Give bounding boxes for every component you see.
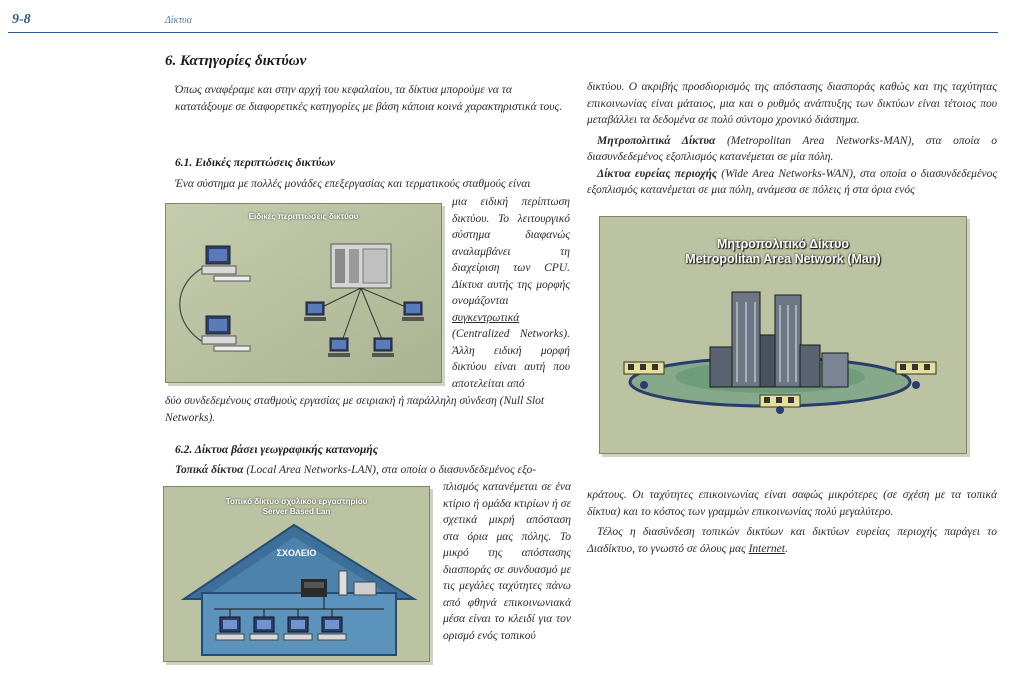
figure-special-networks	[165, 203, 442, 383]
right-paragraph-1: δικτύου. Ο ακριβής προσδιορισμός της απόστασης διασποράς καθώς και της ταχύτητας επικοινωνίας είναι μάταιος, μια και ο ρυθμός ανάπτυξης των δικτύων είναι τέτοιος που μεταβάλλει τα δεδομένα σε πολύ σύντομο χρονικό διάστημα.	[587, 81, 997, 126]
term-centralized: συγκεντρωτικά	[452, 311, 520, 324]
man-title-line2: Metropolitan Area Network (Man)	[685, 252, 881, 266]
special-networks-illustration	[166, 204, 441, 382]
lan-line1-text: (Local Area Networks-LAN), στα οποία ο διασυνδεδεμένος εξο-	[246, 464, 537, 476]
term-centralized-en: (Centralized Networks).	[452, 328, 570, 340]
running-section-title: Δίκτυα	[165, 15, 192, 26]
figure-special-networks-title: Ειδικές περιπτώσεις δικτύου	[248, 212, 359, 221]
right-last-paragraph	[587, 524, 997, 557]
man-title-line1: Μητροπολιτικό Δίκτυο	[716, 237, 850, 251]
s61-tail	[165, 393, 571, 426]
right-last-text: Τέλος η διασύνδεση τοπικών δικτύων και δικτύων ευρείας περιοχής παράγει το Διαδίκτυο, το γνωστό σε όλους μας	[587, 526, 997, 555]
school-lan-title-line1: Τοπικό δίκτυο σχολικού εργαστηρίου	[225, 497, 368, 506]
s61-side-a: μια ειδική περίπτωση δικτύου. Το λειτουργικό σύστημα διαφανώς αναλαμβάνει τη διαχείριση των CPU. Δίκτυα αυτής της μορφής ονομάζονται	[452, 196, 570, 307]
right-bottom-text	[587, 487, 997, 557]
final-period: .	[784, 542, 788, 555]
section-6-1-heading: 6.1. Ειδικές περιπτώσεις δικτύων	[175, 157, 335, 169]
s61-line1	[175, 176, 571, 193]
s61-tail-text: δύο συνδεδεμένους σταθμούς εργασίας με σειριακή ή παράλληλη σύνδεση (Null Slot Networks).	[165, 395, 545, 424]
figure-man-title	[600, 237, 966, 267]
term-wan: Δίκτυα ευρείας περιοχής	[597, 167, 718, 180]
figure-man	[599, 216, 967, 454]
school-label: ΣΧΟΛΕΙΟ	[276, 548, 317, 558]
term-man: Μητροπολιτικά Δίκτυα	[597, 134, 716, 147]
wan-text: (Wide Area Networks-WAN), στα οποία ο διασυνδεδεμένος εξοπλισμός κατανέμεται σε μια πόλη, ανάμεσα σε πόλεις ή στα όρια ενός	[587, 167, 997, 196]
wan-paragraph	[587, 166, 997, 199]
lan-side-text	[443, 479, 571, 644]
man-text: (Metropolitan Area Networks-MAN), στα οποία ο διασυνδεδεμένος εξοπλισμός κατανέμεται σε μία πόλη.	[587, 134, 997, 163]
s61-side-text	[452, 194, 570, 392]
figure-school-lan	[163, 486, 430, 662]
header-rule	[8, 32, 998, 33]
internet-term: Internet	[748, 542, 785, 555]
s61-line1-text: Ένα σύστημα με πολλές μονάδες επεξεργασίας και τερματικούς σταθμούς είναι	[175, 178, 531, 190]
page-number: 9-8	[12, 12, 31, 27]
intro-text: Όπως αναφέραμε και στην αρχή του κεφαλαίου, τα δίκτυα μπορούμε να τα κατατάξουμε σε διαφορετικές κατηγορίες με βάση κάποια κοινά χαρακτηριστικά τους.	[175, 84, 563, 113]
man-paragraph	[587, 133, 997, 166]
s61-side-b: Άλλη ειδική μορφή δικτύου είναι αυτή που αποτελείται από	[452, 344, 570, 390]
chapter-heading: 6. Κατηγορίες δικτύων	[165, 53, 307, 69]
section-6-2-heading: 6.2. Δίκτυα βάσει γεωγραφικής κατανομής	[175, 444, 378, 456]
right-paragraph-after-figure: κράτους. Οι ταχύτητες επικοινωνίας είναι σαφώς μικρότερες (σε σχέση με τα τοπικά δίκτυα) και το κόστος των γραμμών επικοινωνίας πολύ μεγαλύτερο.	[587, 489, 997, 518]
intro-paragraph	[175, 82, 571, 115]
term-lan: Τοπικά δίκτυα	[175, 464, 244, 476]
lan-line1	[175, 462, 571, 479]
lan-side-paragraph: πλισμός κατανέμεται σε ένα κτίριο ή ομάδα κτιρίων ή σε σχετικά μικρή απόσταση στα όρια μας πόλης. Το μικρό της απόστασης διασποράς σε συνδυασμό με τις μεγάλες ταχύτητες πάνω από φθηνά επικοινωνιακά μέσα είναι το κλειδί για τον ορισμό ενός τοπικού	[443, 481, 571, 642]
right-top-text	[587, 79, 997, 199]
school-lan-title-line2: Server Based Lan	[262, 507, 331, 516]
figure-school-lan-title	[164, 497, 429, 517]
